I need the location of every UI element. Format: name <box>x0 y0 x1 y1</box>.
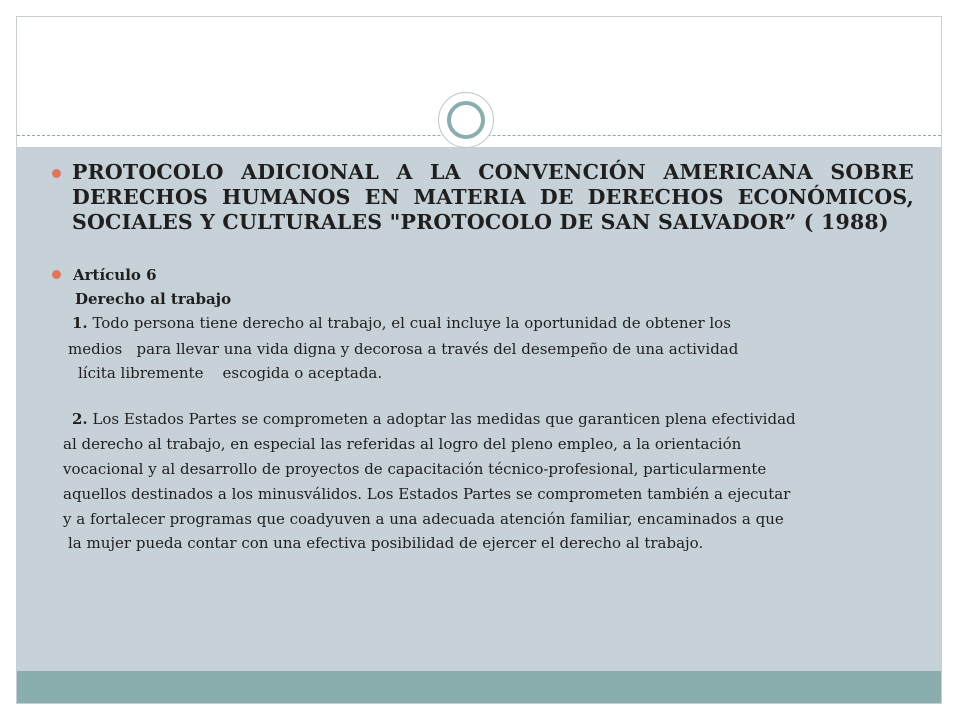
decorative-ring-icon <box>447 101 485 139</box>
paragraph-2-number: 2. <box>72 410 88 428</box>
paragraph-1-line-1 <box>72 314 731 332</box>
article-bullet-icon <box>52 270 61 279</box>
paragraph-1-line-2: medios para llevar una vida digna y decorosa a través del desempeño de una actividad <box>68 340 739 358</box>
paragraph-2-line-1-text: Los Estados Partes se comprometen a adoptar las medidas que garanticen plena efectividad <box>87 410 796 428</box>
paragraph-2-line-1 <box>72 410 796 428</box>
paragraph-1-number: 1. <box>72 314 88 332</box>
paragraph-2-line-2: al derecho al trabajo, en especial las referidas al logro del pleno empleo, a la orientación <box>63 435 742 453</box>
article-subtitle: Derecho al trabajo <box>75 290 232 308</box>
paragraph-1-line-3: lícita libremente escogida o aceptada. <box>78 364 383 382</box>
paragraph-1-line-1-text: Todo persona tiene derecho al trabajo, el cual incluye la oportunidad de obtener los <box>87 314 731 332</box>
paragraph-2-line-4: aquellos destinados a los minusválidos. Los Estados Partes se comprometen también a ejecutar <box>63 485 791 503</box>
slide-title: PROTOCOLO ADICIONAL A LA CONVENCIÓN AMERICANA SOBRE DERECHOS HUMANOS EN MATERIA DE DERECHOS ECONÓMICOS, SOCIALES Y CULTURALES "PROTOCOLO DE SAN SALVADOR” ( 1988) <box>72 160 914 234</box>
footer-band <box>17 671 941 704</box>
paragraph-2-line-3: vocacional y al desarrollo de proyectos de capacitación técnico-profesional, particularmente <box>63 460 767 478</box>
title-bullet-icon <box>52 169 61 178</box>
paragraph-2-line-6: la mujer pueda contar con una efectiva posibilidad de ejercer el derecho al trabajo. <box>68 534 704 552</box>
paragraph-2-line-5: y a fortalecer programas que coadyuven a una adecuada atención familiar, encaminados a que <box>63 510 784 528</box>
article-heading: Artículo 6 <box>73 266 157 284</box>
